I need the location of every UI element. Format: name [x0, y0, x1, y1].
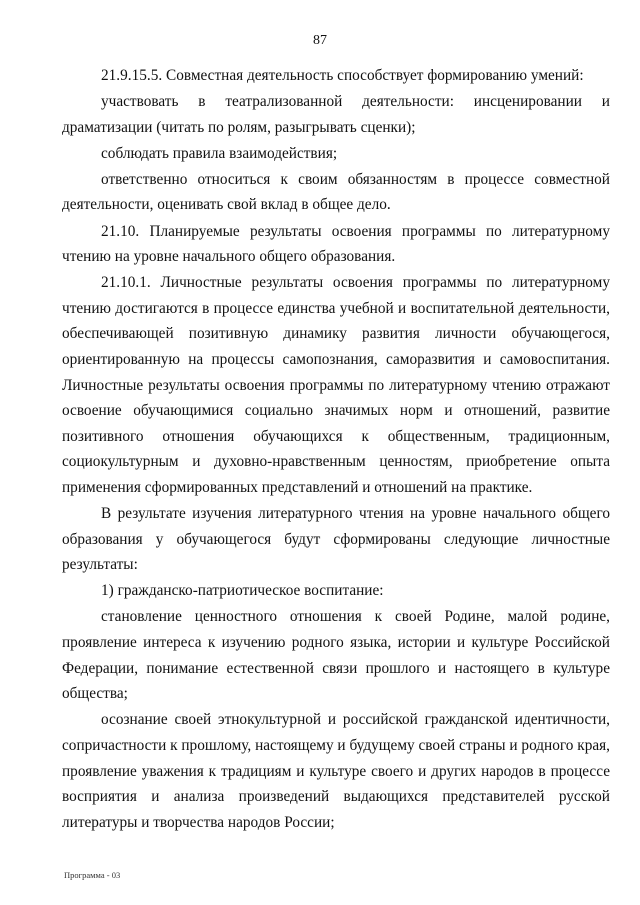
paragraph: 21.10. Планируемые результаты освоения программы по литературному чтению на уровне начального общего образования. — [62, 222, 610, 266]
paragraph: ответственно относиться к своим обязанностям в процессе совместной деятельности, оценивать свой вклад в общее дело. — [62, 170, 610, 214]
paragraph: становление ценностного отношения к своей Родине, малой родине, проявление интереса к изучению родного языка, истории и культуре Российской Федерации, понимание естественной связи прошлого и настоящего в культуре общества; — [62, 608, 610, 703]
paragraph: участвовать в театрализованной деятельности: инсценировании и драматизации (читать по ролям, разыгрывать сценки); — [62, 93, 610, 136]
paragraph: В результате изучения литературного чтения на уровне начального общего образования у обучающегося будут сформированы следующие личностные результаты: — [62, 505, 610, 574]
page-number: 87 — [313, 33, 327, 48]
footer-label: Программа - 03 — [64, 870, 121, 880]
paragraph: 21.10.1. Личностные результаты освоения программы по литературному чтению достигаются в процессе единства учебной и воспитательной деятельности, обеспечивающей позитивную динамику развития личности обучающегося, ориентированную на процессы самопознания, саморазвития и самовоспитания. Личностные результаты освоения программы по литературному чтению отражают освоение обучающимися социально значимых норм и отношений, развитие позитивного отношения обучающихся к общественным, традиционным, социокультурным и духовно-нравственным ценностям, приобретение опыта применения сформированных представлений и отношений на практике. — [62, 274, 610, 496]
paragraph: 21.9.15.5. Совместная деятельность способствует формированию умений: — [101, 67, 584, 84]
paragraph: 1) гражданско-патриотическое воспитание: — [101, 582, 384, 600]
paragraph: осознание своей этнокультурной и российской гражданской идентичности, сопричастности к прошлому, настоящему и будущему своей страны и родного края, проявление уважения к традициям и культуре своего и других народов в процессе восприятия и анализа произведений выдающихся представителей русской литературы и творчества народов России; — [62, 711, 610, 831]
document-body — [62, 63, 610, 835]
paragraph: соблюдать правила взаимодействия; — [101, 144, 338, 162]
